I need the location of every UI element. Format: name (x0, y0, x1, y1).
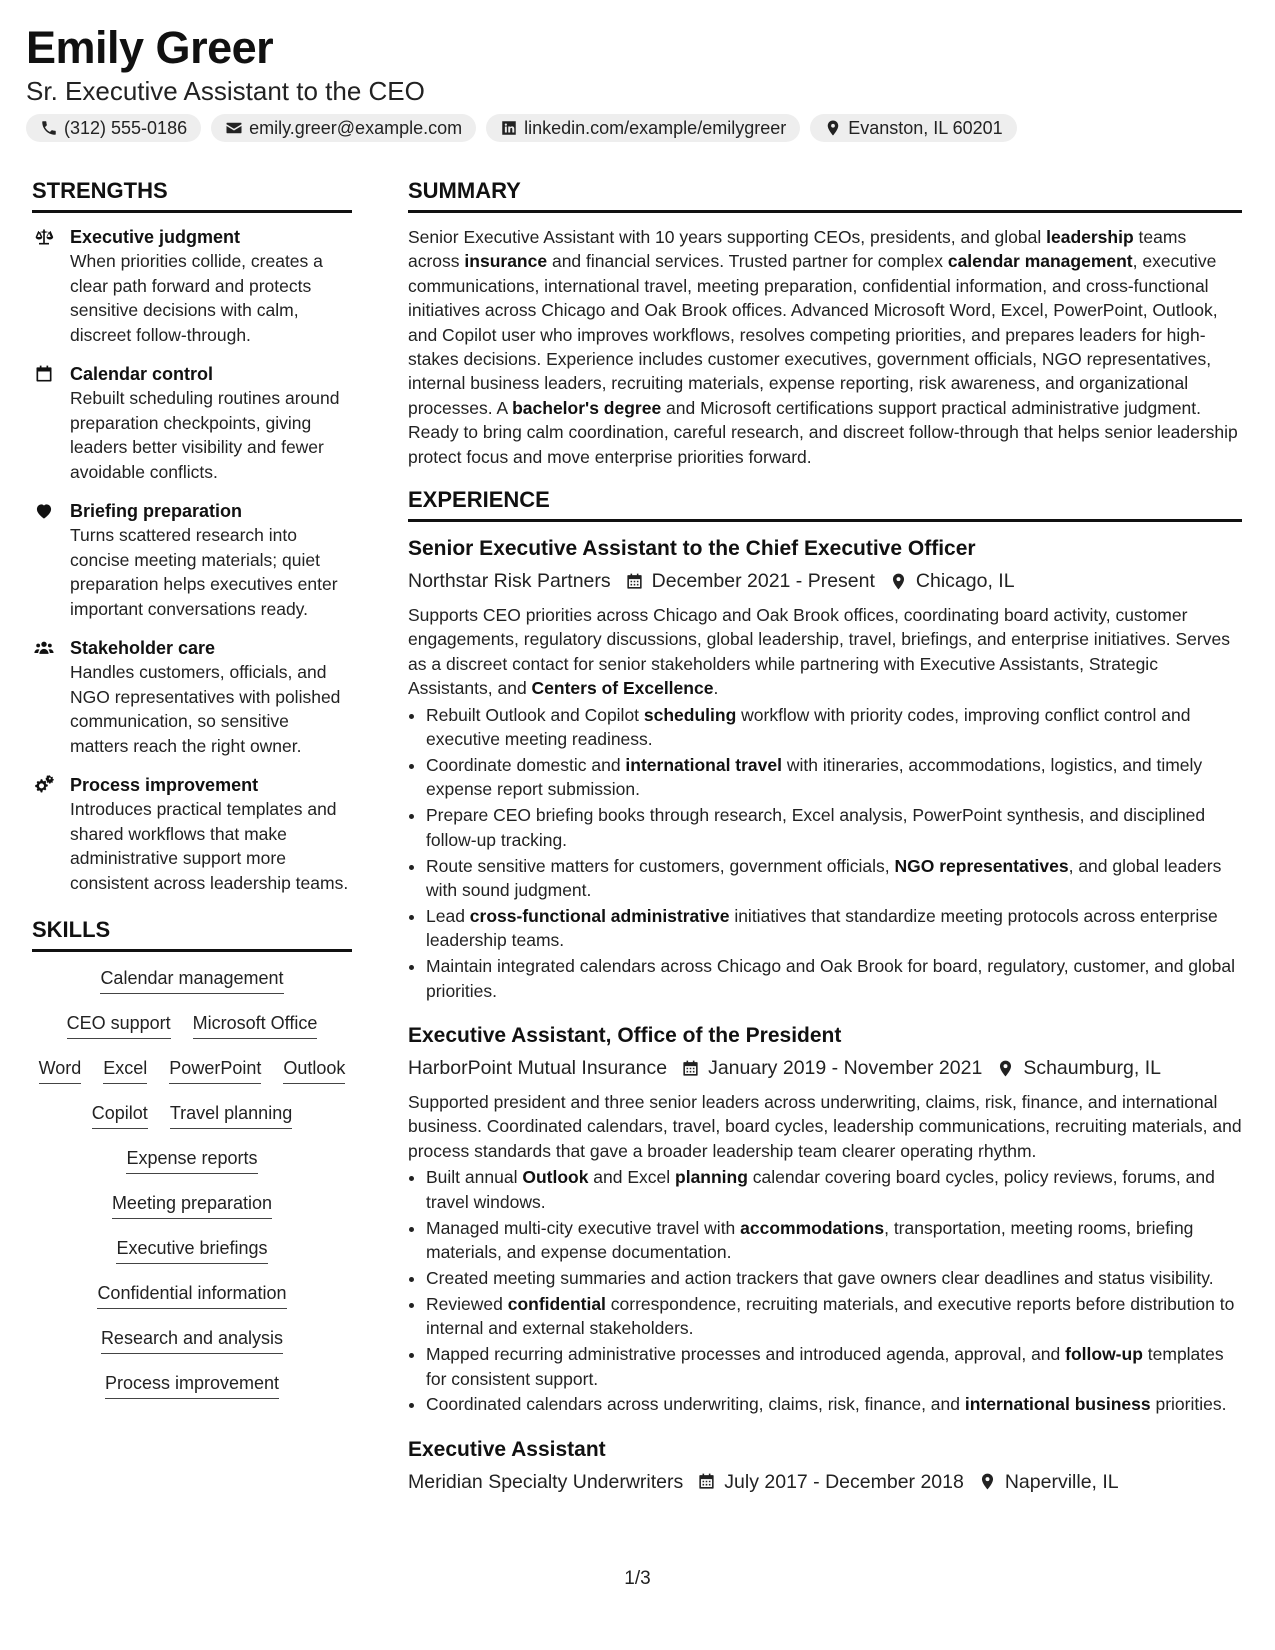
text-segment: Built annual (426, 1167, 523, 1188)
bold-keyword: cross-functional administrative (469, 905, 730, 926)
text-segment: , executive communications, international travel, meeting preparation, confidential information, and cross-functional initiatives across Chicago and Oak Brook offices. Advanced Microsoft Word, Excel, PowerPoint, Outlook, and Copilot user who improves workflows, resolves competing priorities, and prepares leaders for high-stakes decisions. Experience includes customer executives, government officials, NGO representatives, internal business leaders, recruiting materials, expense reporting, risk awareness, and organizational processes. A (408, 251, 1218, 418)
calendar-icon (667, 1059, 708, 1078)
text-segment: Route sensitive matters for customers, government officials, (426, 855, 895, 876)
bold-keyword: confidential (507, 1293, 606, 1314)
text-segment: Senior Executive Assistant with 10 years supporting CEOs, presidents, and global (408, 227, 1047, 247)
gears-icon (32, 775, 56, 795)
text-segment: Rebuilt Outlook and Copilot (426, 704, 644, 725)
job-bullet (426, 954, 1242, 1003)
linkedin-icon (500, 119, 518, 137)
calendar-icon (32, 364, 56, 384)
skills-row (32, 1148, 352, 1174)
job-bullet (426, 1342, 1242, 1391)
strength-item (32, 499, 352, 621)
right-column (408, 178, 1242, 1514)
contact-pill[interactable] (26, 114, 201, 142)
map-pin-icon (964, 1472, 1005, 1491)
job-meta (408, 1468, 1242, 1496)
skills-row (32, 1373, 352, 1399)
bold-keyword: Outlook (522, 1167, 589, 1188)
skill-tag: Research and analysis (101, 1328, 283, 1354)
job-description (408, 1090, 1242, 1163)
bold-keyword: accommodations (740, 1217, 885, 1238)
job-company: Meridian Specialty Underwriters (408, 1470, 684, 1493)
strength-description: Introduces practical templates and shared workflows that make administrative support more consistent across leadership teams. (70, 799, 349, 893)
heart-icon (32, 501, 56, 521)
skill-tag: CEO support (67, 1013, 171, 1039)
contact-pill[interactable] (486, 114, 800, 142)
job-entry (408, 534, 1242, 1003)
text-segment: correspondence, recruiting materials, and executive reports before distribution to internal and external stakeholders. (426, 1293, 1235, 1339)
job-dates: December 2021 - Present (651, 570, 875, 593)
job-bullets (408, 703, 1242, 1003)
bold-keyword: international travel (625, 755, 782, 775)
bold-keyword: bachelor's degree (512, 397, 662, 418)
bold-keyword: Centers of Excellence (531, 678, 714, 699)
skills-row (32, 1328, 352, 1354)
contact-text: (312) 555-0186 (64, 117, 188, 138)
job-title: Executive Assistant, Office of the President (408, 1024, 842, 1048)
text-segment: Lead (426, 905, 470, 926)
job-location: Naperville, IL (1004, 1470, 1119, 1493)
users-icon (32, 638, 56, 658)
text-segment: Prepare CEO briefing books through research, Excel analysis, PowerPoint synthesis, and disciplined follow-up tracking. (426, 805, 1206, 850)
skill-tag: Expense reports (126, 1148, 257, 1174)
skill-tag: Excel (103, 1058, 147, 1084)
bold-keyword: calendar management (947, 251, 1133, 272)
strength-title: Stakeholder care (70, 638, 216, 658)
strength-title: Calendar control (70, 364, 214, 384)
text-segment: workflow with priority codes, improving conflict control and executive meeting readiness. (426, 704, 1191, 750)
skill-tag: Outlook (283, 1058, 345, 1084)
summary-text (408, 225, 1242, 469)
text-segment: Coordinate domestic and (426, 755, 626, 775)
skills-row (32, 1193, 352, 1219)
phone-icon (40, 119, 58, 137)
bold-keyword: leadership (1046, 227, 1134, 247)
skills-heading: SKILLS (32, 917, 352, 952)
bold-keyword: scheduling (643, 704, 737, 725)
skill-tag: Word (39, 1058, 82, 1084)
candidate-title: Sr. Executive Assistant to the CEO (26, 76, 425, 106)
job-entry (408, 1021, 1242, 1417)
job-bullet (426, 1216, 1242, 1265)
text-segment: , transportation, meeting rooms, briefing materials, and expense documentation. (426, 1217, 1194, 1262)
strength-description: Rebuilt scheduling routines around preparation checkpoints, giving leaders better visibility and fewer avoidable conflicts. (70, 388, 340, 482)
strength-item (32, 636, 352, 758)
job-company: Northstar Risk Partners (408, 570, 611, 593)
text-segment: priorities. (1150, 1394, 1227, 1415)
text-segment: Supports CEO priorities across Chicago and Oak Brook offices, coordinating board activity, customer engagements, regulatory discussions, global leadership, travel, briefings, and enterprise initiatives. Serves as a discreet contact for senior stakeholders while partnering with Executive Assistants, Strategic Assistants, and (408, 605, 1230, 699)
skill-tag: Meeting preparation (112, 1193, 272, 1219)
summary-heading: SUMMARY (408, 178, 1242, 213)
bold-keyword: NGO representatives (894, 855, 1069, 876)
map-pin-icon (824, 119, 842, 137)
job-location: Chicago, IL (915, 570, 1015, 593)
calendar-icon (683, 1472, 724, 1491)
job-bullet (426, 1292, 1242, 1341)
skill-tag: Executive briefings (116, 1238, 267, 1264)
text-segment: templates for consistent support. (426, 1344, 1224, 1389)
job-title: Executive Assistant (408, 1437, 606, 1461)
calendar-icon (611, 572, 652, 591)
contact-text: linkedin.com/example/emilygreer (524, 117, 787, 138)
bold-keyword: follow-up (1065, 1344, 1143, 1365)
skill-tag: Microsoft Office (193, 1013, 318, 1039)
text-segment: and Microsoft certifications support practical administrative judgment. Ready to bring calm coordination, careful research, and discreet follow-through that helps senior leadership protect focus and move enterprise priorities forward. (408, 397, 1238, 467)
experience-heading: EXPERIENCE (408, 487, 1242, 522)
text-segment: teams across (408, 227, 1187, 272)
skills-list (32, 964, 352, 1399)
job-meta (408, 1054, 1242, 1082)
strength-item (32, 362, 352, 484)
skills-row (32, 1238, 352, 1264)
job-bullet (426, 703, 1242, 752)
text-segment: and financial services. Trusted partner for complex (547, 251, 948, 272)
envelope-icon (225, 119, 243, 137)
text-segment: , and global leaders with sound judgment. (426, 855, 1222, 901)
skill-tag: Copilot (92, 1103, 148, 1129)
job-dates: January 2019 - November 2021 (708, 1057, 983, 1080)
strength-title: Process improvement (70, 775, 259, 795)
text-segment: with itineraries, accommodations, logistics, and timely expense report submission. (426, 755, 1203, 800)
job-company: HarborPoint Mutual Insurance (408, 1057, 668, 1080)
contact-bar (26, 114, 1017, 142)
text-segment: Maintain integrated calendars across Chicago and Oak Brook for board, regulatory, customer, and global priorities. (426, 956, 1236, 1001)
job-title: Senior Executive Assistant to the Chief Executive Officer (408, 537, 976, 561)
page-number: 1/3 (624, 1568, 651, 1589)
bold-keyword: planning (675, 1167, 748, 1188)
skill-tag: Process improvement (105, 1373, 279, 1399)
skills-row (32, 1013, 352, 1039)
text-segment: Managed multi-city executive travel with (426, 1217, 741, 1238)
text-segment: Supported president and three senior leaders across underwriting, claims, risk, finance, and international business. Coordinated calendars, travel, board cycles, leadership communications, recruiting materials, and process standards that gave a broader leadership team clearer operating rhythm. (408, 1092, 1242, 1161)
skills-row (32, 1103, 352, 1129)
skills-row (32, 1283, 352, 1309)
contact-text: Evanston, IL 60201 (848, 117, 1003, 138)
bold-keyword: insurance (464, 251, 548, 272)
scale-icon (32, 227, 56, 247)
contact-text: emily.greer@example.com (249, 117, 463, 138)
text-segment: . (713, 678, 719, 699)
job-entry (408, 1435, 1242, 1496)
experience-list (408, 534, 1242, 1496)
left-column (32, 178, 352, 1399)
text-segment: Created meeting summaries and action trackers that gave owners clear deadlines and status visibility. (426, 1267, 1214, 1288)
strength-description: Handles customers, officials, and NGO representatives with polished communication, so sensitive matters reach the right owner. (70, 662, 341, 756)
contact-pill[interactable] (810, 114, 1016, 142)
job-bullet (426, 1392, 1242, 1416)
map-pin-icon (875, 572, 916, 591)
skill-tag: Confidential information (97, 1283, 286, 1309)
job-location: Schaumburg, IL (1023, 1057, 1161, 1080)
skills-row (32, 968, 352, 994)
job-bullet (426, 1165, 1242, 1214)
contact-pill[interactable] (211, 114, 476, 142)
strengths-list (32, 225, 352, 895)
strength-description: Turns scattered research into concise meeting materials; quiet preparation helps executives enter important conversations ready. (70, 525, 338, 619)
skills-row (32, 1058, 352, 1084)
bold-keyword: international business (964, 1394, 1151, 1415)
job-dates: July 2017 - December 2018 (724, 1470, 964, 1493)
text-segment: initiatives that standardize meeting protocols across enterprise leadership teams. (426, 905, 1218, 951)
job-meta (408, 567, 1242, 595)
job-bullet (426, 803, 1242, 852)
text-segment: calendar covering board cycles, policy reviews, forums, and travel windows. (426, 1167, 1215, 1212)
strength-title: Executive judgment (70, 227, 241, 247)
job-bullet (426, 904, 1242, 953)
job-bullet (426, 1266, 1242, 1290)
job-bullet (426, 753, 1242, 802)
text-segment: Reviewed (426, 1293, 508, 1314)
strength-description: When priorities collide, creates a clear path forward and protects sensitive decisions with calm, discreet follow-through. (70, 251, 323, 345)
job-bullet (426, 854, 1242, 903)
skill-tag: PowerPoint (169, 1058, 261, 1084)
strength-item (32, 773, 352, 895)
text-segment: and Excel (588, 1167, 676, 1188)
strengths-heading: STRENGTHS (32, 178, 352, 213)
map-pin-icon (982, 1059, 1023, 1078)
text-segment: Mapped recurring administrative processes and introduced agenda, approval, and (426, 1344, 1066, 1365)
candidate-name: Emily Greer (26, 22, 274, 73)
strength-item (32, 225, 352, 347)
job-description (408, 603, 1242, 701)
job-bullets (408, 1165, 1242, 1417)
skill-tag: Travel planning (170, 1103, 292, 1129)
strength-title: Briefing preparation (70, 501, 243, 521)
skill-tag: Calendar management (100, 968, 283, 994)
text-segment: Coordinated calendars across underwriting, claims, risk, finance, and (426, 1394, 965, 1415)
